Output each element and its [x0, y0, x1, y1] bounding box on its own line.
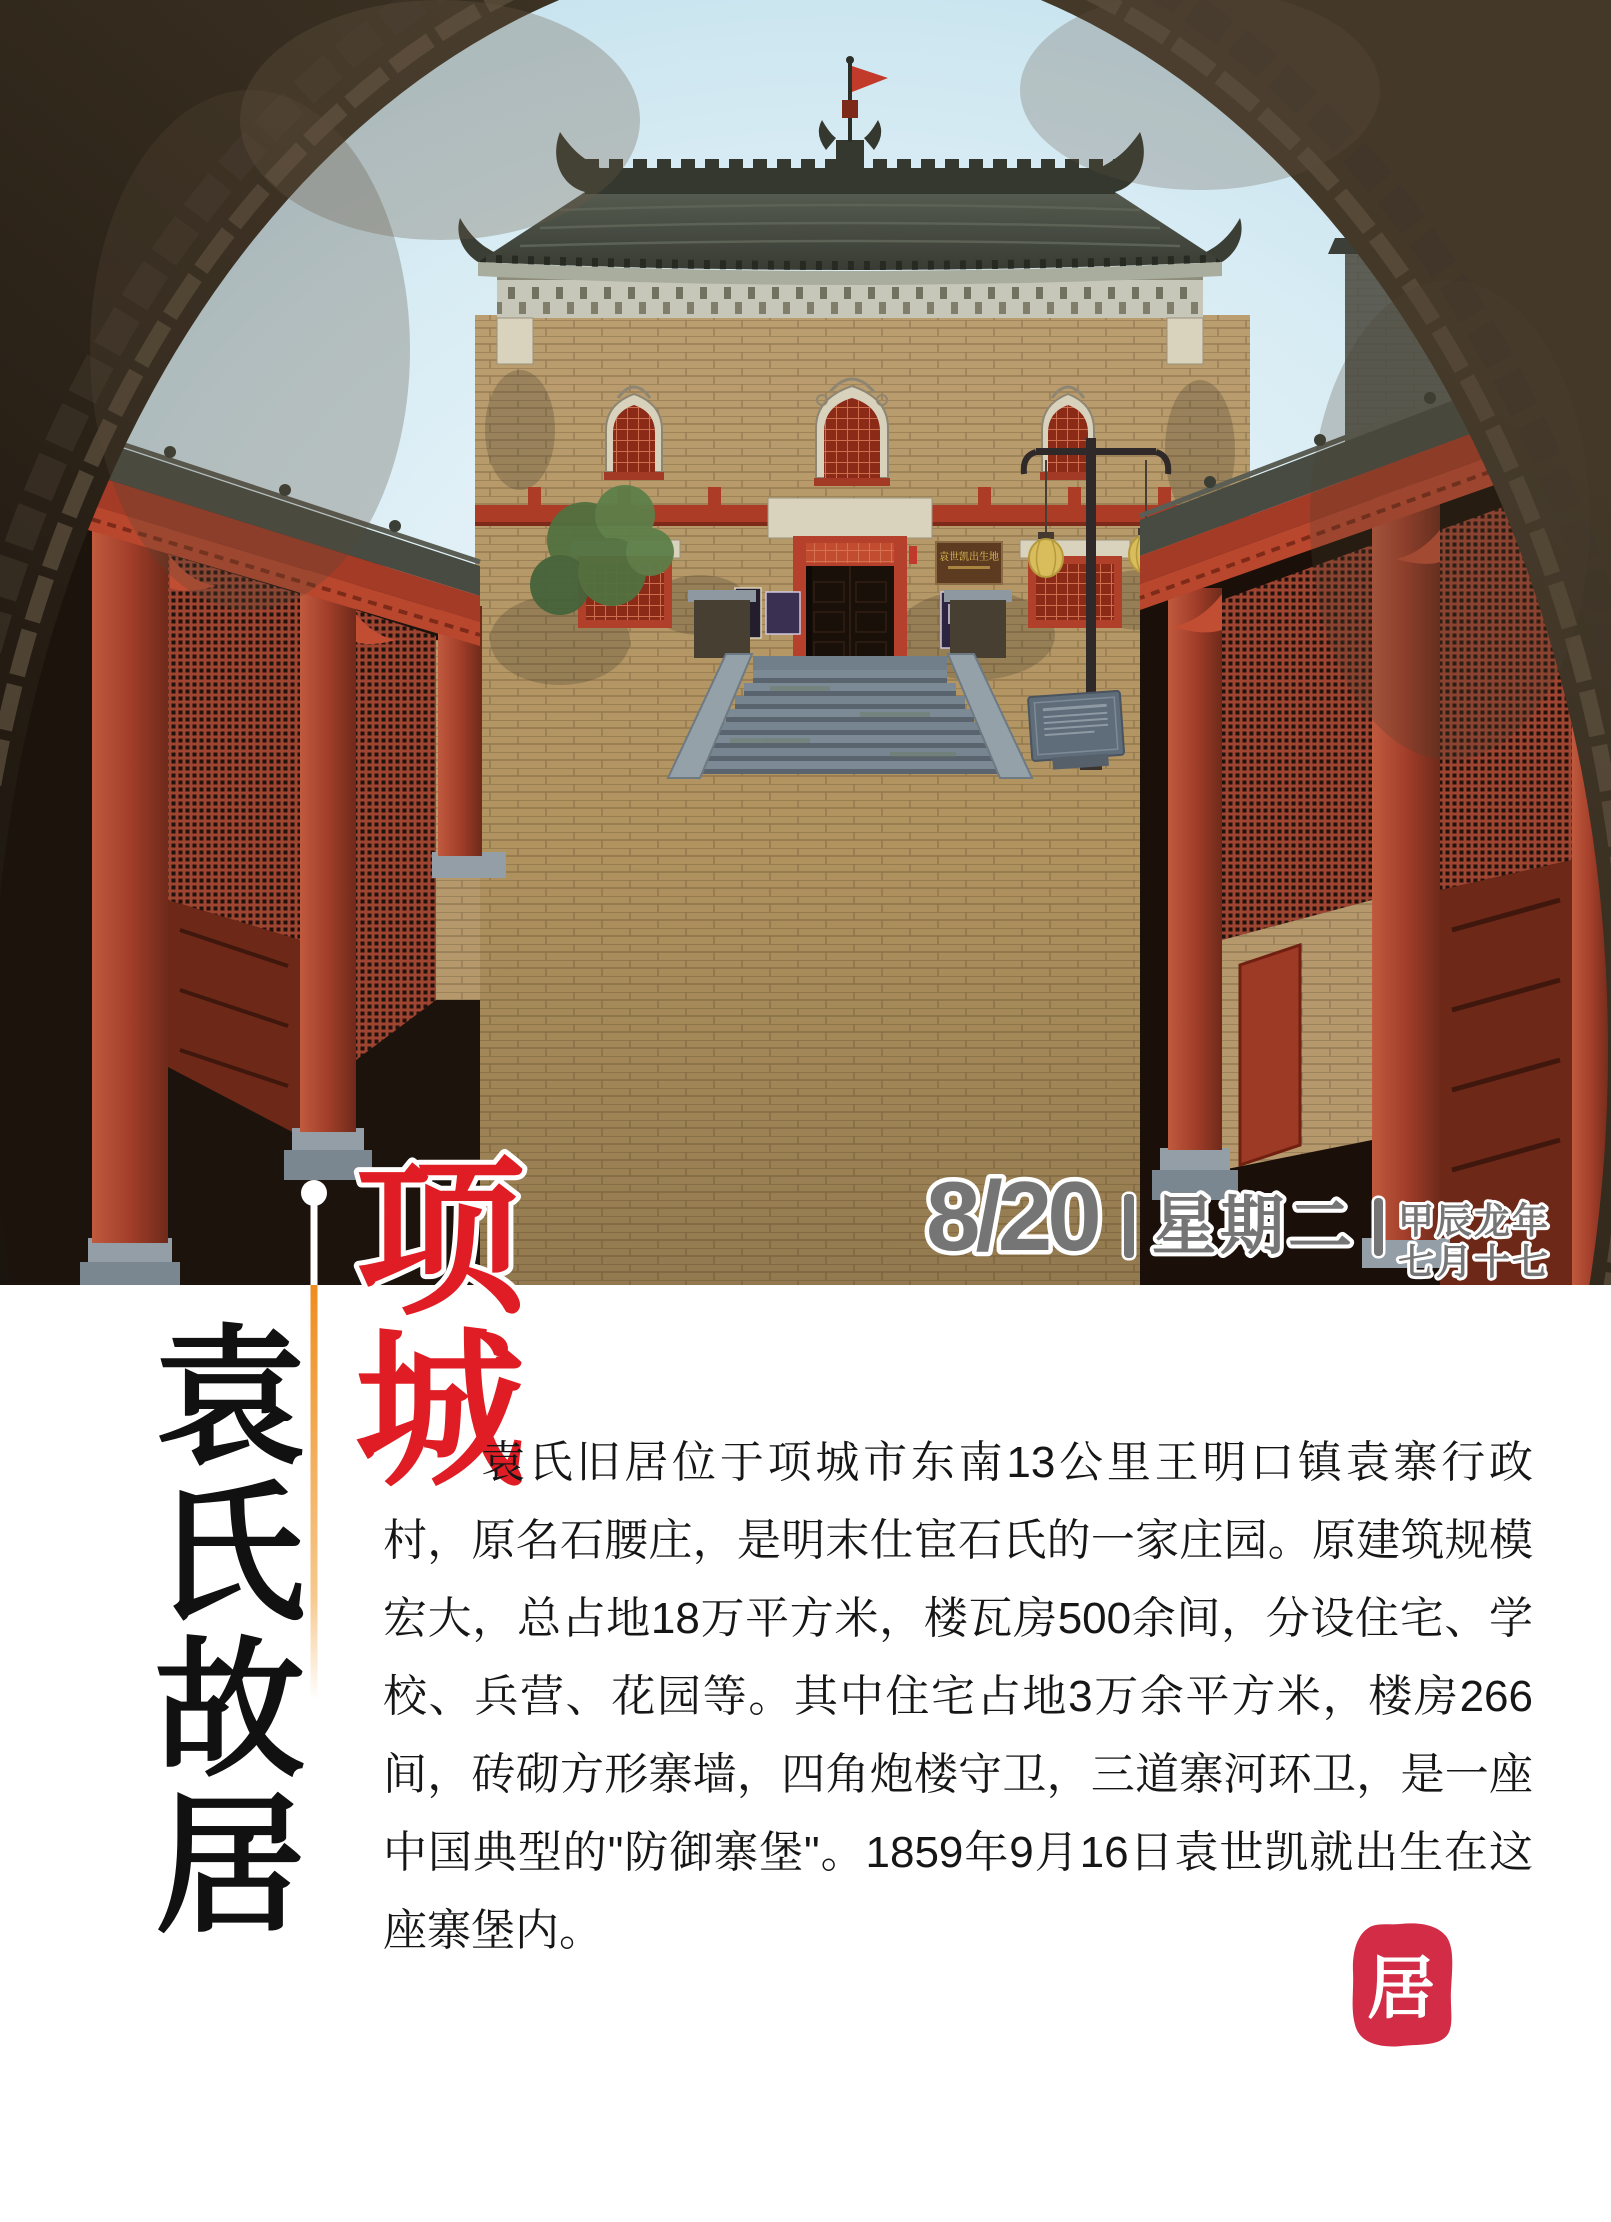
seal — [1340, 1916, 1460, 2056]
vertical-title: 袁氏故居 — [132, 1318, 298, 1942]
seal-character: 居 — [1366, 1951, 1436, 2027]
location-char-2: 城 — [354, 1319, 526, 1507]
main-building — [458, 56, 1250, 1285]
lantern-left — [1029, 539, 1063, 577]
article-paragraph: 袁氏旧居位于项城市东南13公里王明口镇袁寨行政村，原名石腰庄，是明末仕宦石氏的一家庄园。原建筑规模宏大，总占地18万平方米，楼瓦房500余间，分设住宅、学校、兵营、花园等。其中住宅占地3万余平方米，楼房266间，砖砌方形寨墙，四角炮楼守卫，三道寨河环卫，是一座中国典型的"防御寨堡"。1859年9月16日袁世凯就出生在这座寨堡内。 — [383, 1438, 1533, 1955]
weekday-label: 星期二 — [1152, 1190, 1356, 1262]
birthplace-plaque-text: 袁世凯出生地 — [939, 552, 999, 563]
location-char-1: 项 — [354, 1147, 526, 1335]
lunar-date-label: 七月十七 — [1398, 1241, 1551, 1282]
lunar-year-label: 甲辰龙年 — [1398, 1200, 1551, 1241]
roof — [478, 192, 1222, 270]
birthplace-plaque — [936, 542, 1002, 584]
date-value: 8/20 — [926, 1161, 1097, 1271]
